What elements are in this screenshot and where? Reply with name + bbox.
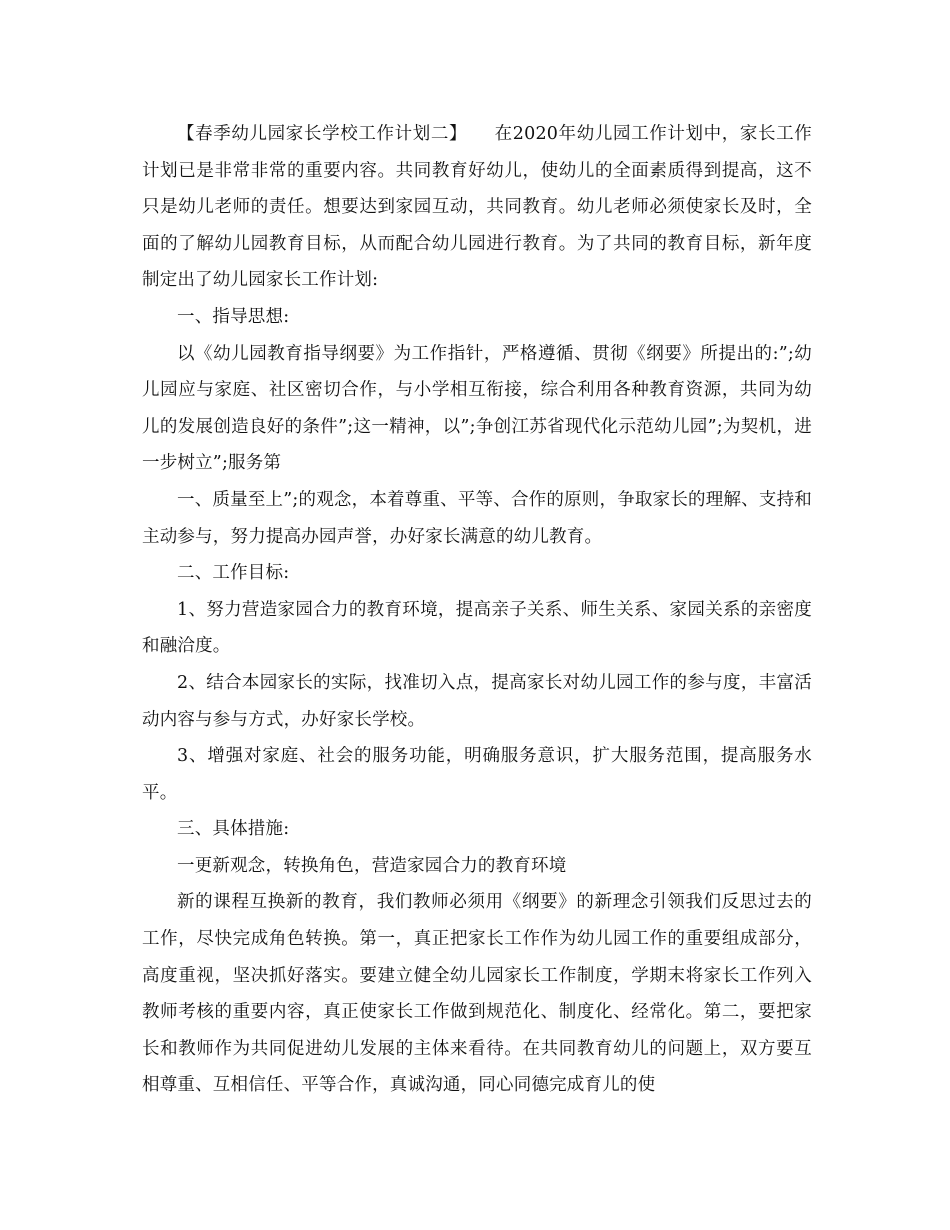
section-work-goals-title: 二、工作目标: [177, 563, 290, 584]
section-measures-title: 三、具体措施: [177, 819, 290, 840]
document-page [142, 116, 812, 1104]
section-guiding-ideology-title: 一、指导思想: [177, 306, 290, 327]
section-guiding-ideology-continued: 一、质量至上”;的观念，本着尊重、平等、合作的原则，争取家长的理解、支持和主动参与，努力提高办园声誉，办好家长满意的幼儿教育。 [142, 489, 812, 547]
goal-item-1: 1、努力营造家园合力的教育环境，提高亲子关系、师生关系、家园关系的亲密度和融洽度。 [142, 599, 812, 657]
measure-1-title: 一更新观念，转换角色，营造家园合力的教育环境 [177, 855, 567, 876]
intro-paragraph: 【春季幼儿园家长学校工作计划二】 在2020年幼儿园工作计划中，家长工作计划已是非常非常的重要内容。共同教育好幼儿，使幼儿的全面素质得到提高，这不只是幼儿老师的责任。想要达到家园互动，共同教育。幼儿老师必须使家长及时，全面的了解幼儿园教育目标，从而配合幼儿园进行教育。为了共同的教育目标，新年度制定出了幼儿园家长工作计划: [142, 124, 812, 291]
measure-1-body: 新的课程互换新的教育，我们教师必须用《纲要》的新理念引领我们反思过去的工作，尽快完成角色转换。第一，真正把家长工作作为幼儿园工作的重要组成部分，高度重视，坚决抓好落实。要建立健全幼儿园家长工作制度，学期末将家长工作列入教师考核的重要内容，真正使家长工作做到规范化、制度化、经常化。第二，要把家长和教师作为共同促进幼儿发展的主体来看待。在共同教育幼儿的问题上，双方要互相尊重、互相信任、平等合作，真诚沟通，同心同德完成育儿的使 [142, 892, 812, 1096]
goal-item-2: 2、结合本园家长的实际，找准切入点，提高家长对幼儿园工作的参与度，丰富活动内容与参与方式，办好家长学校。 [142, 672, 812, 730]
goal-item-3: 3、增强对家庭、社会的服务功能，明确服务意识，扩大服务范围，提高服务水平。 [142, 746, 812, 803]
section-guiding-ideology-body: 以《幼儿园教育指导纲要》为工作指针，严格遵循、贯彻《纲要》所提出的:”;幼儿园应与家庭、社区密切合作，与小学相互衔接，综合利用各种教育资源，共同为幼儿的发展创造良好的条件”;这一精神，以”;争创江苏省现代化示范幼儿园”;为契机，进一步树立”;服务第 [142, 343, 812, 474]
